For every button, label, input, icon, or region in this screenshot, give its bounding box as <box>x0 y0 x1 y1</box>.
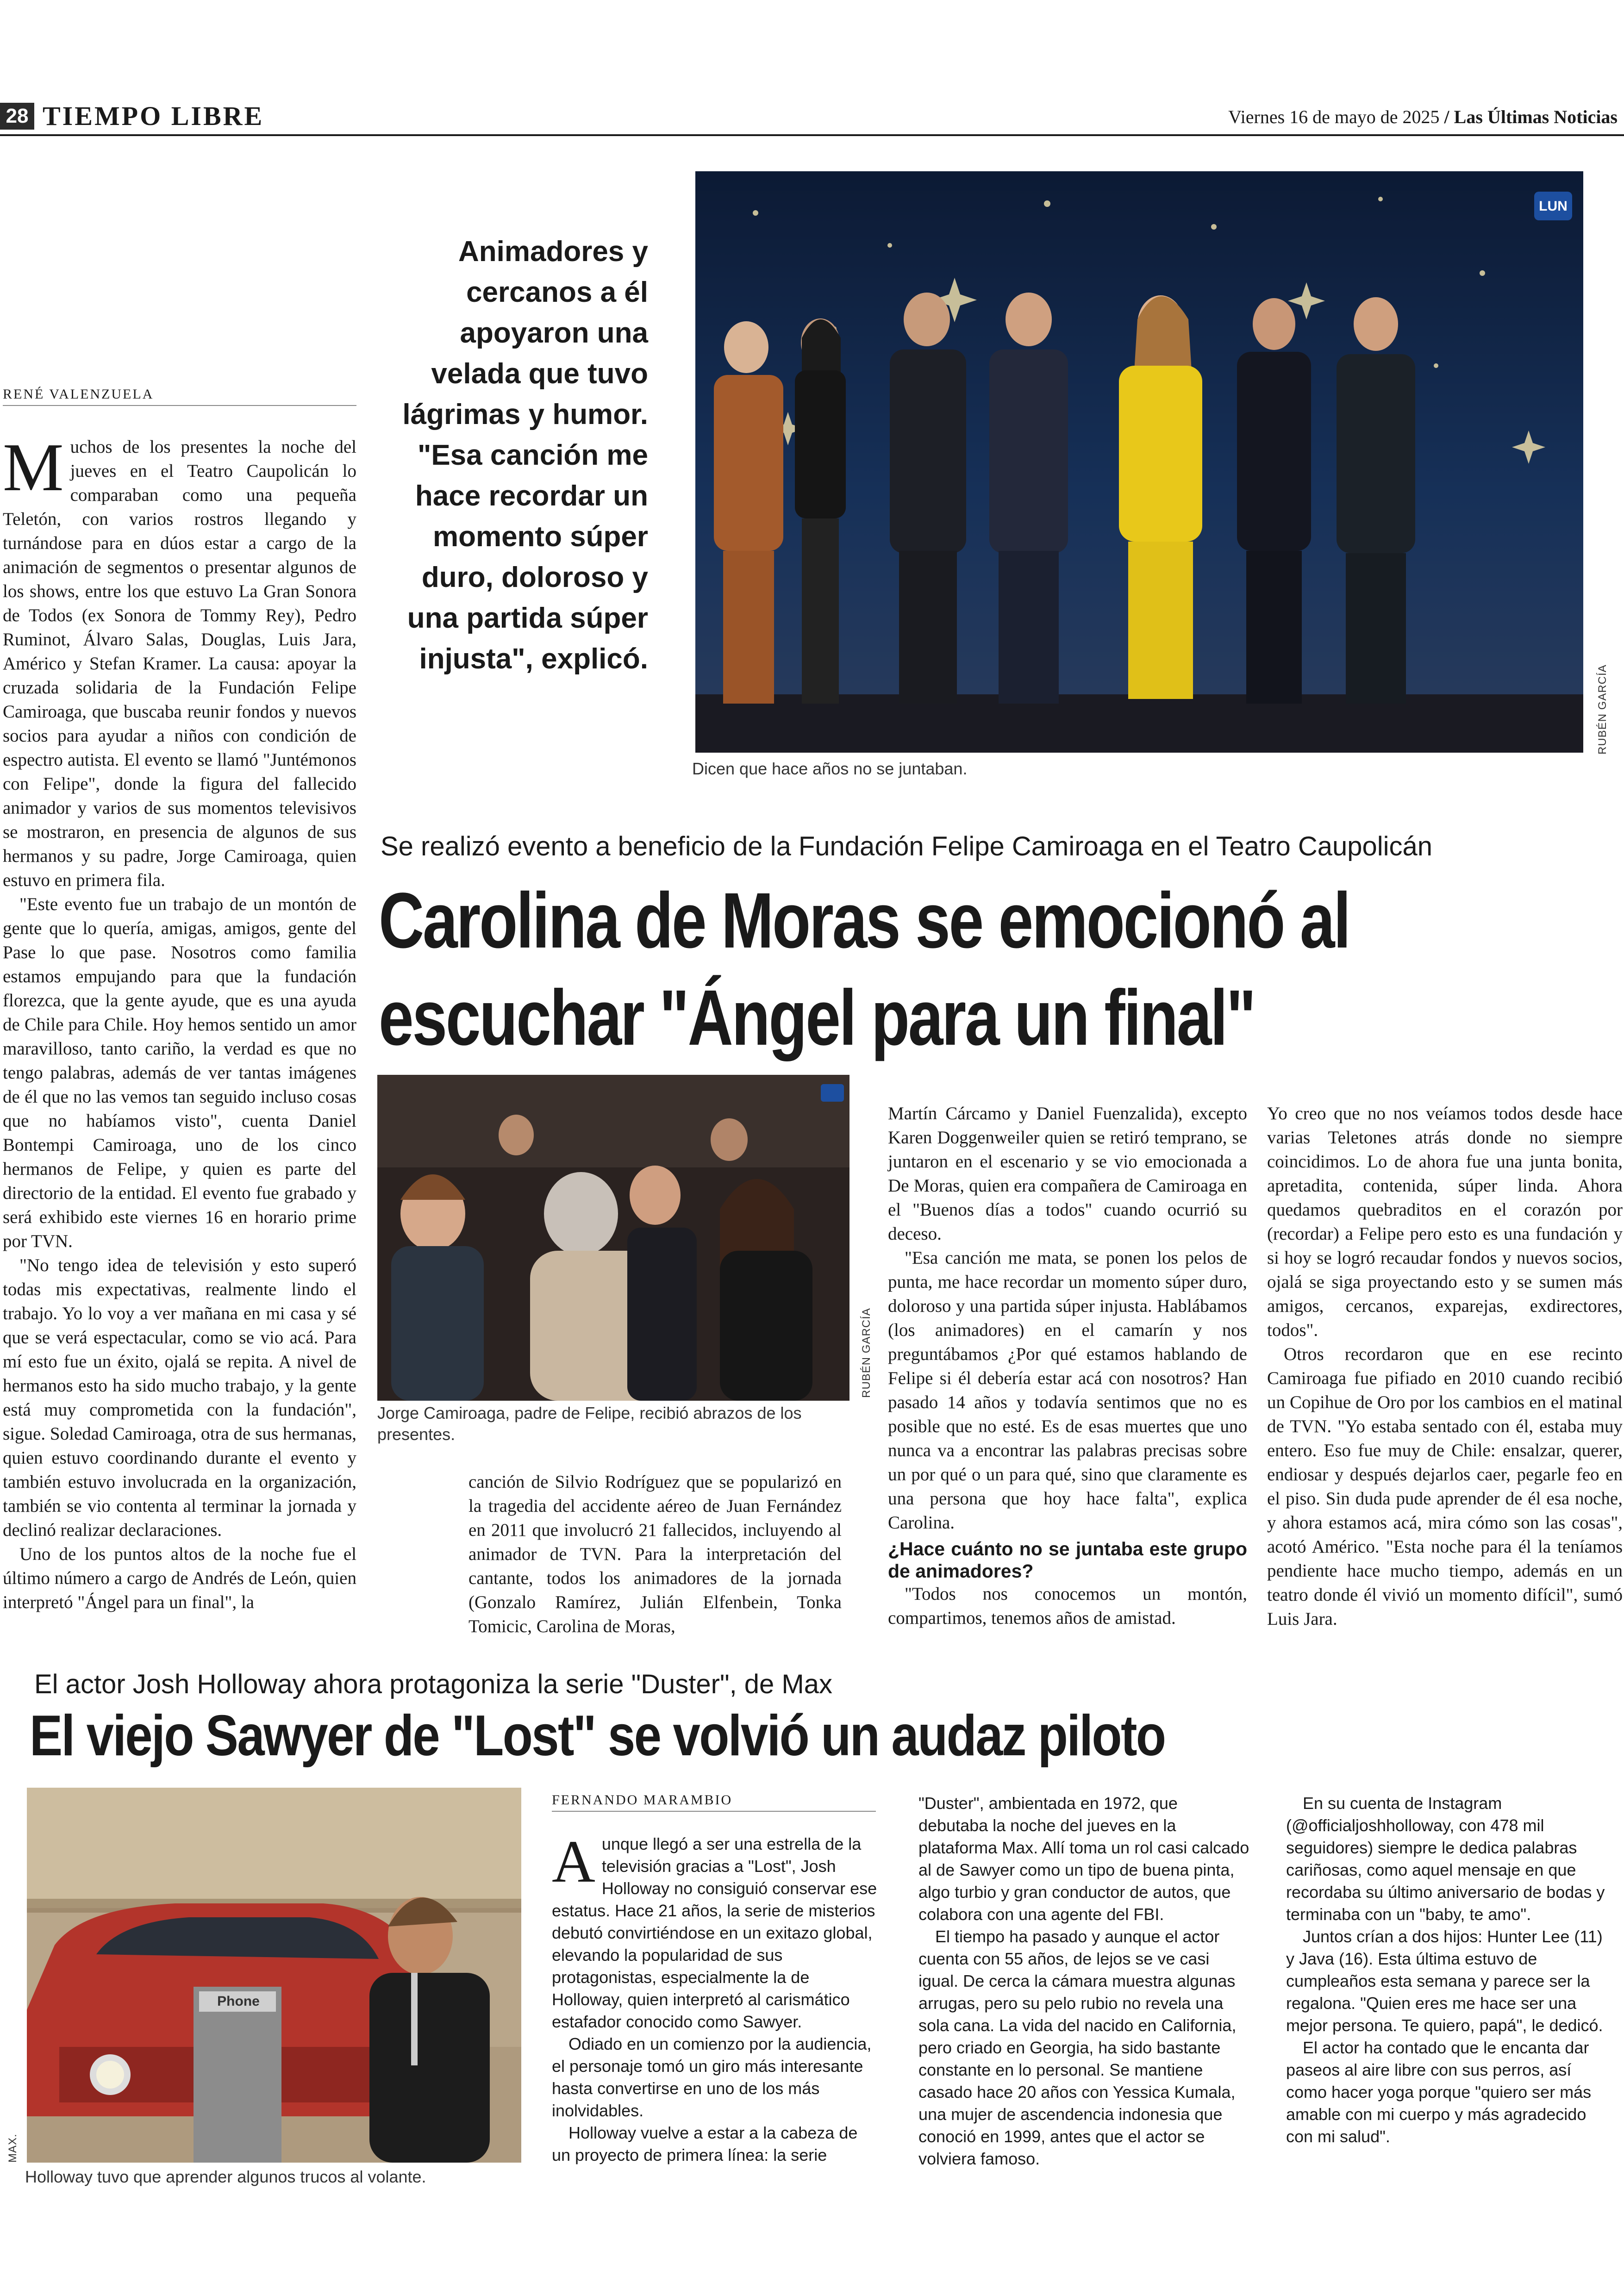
paragraph: Otros recordaron que en ese recinto Camiroaga fue pifiado en 2010 cuando recibió un Copihue de Oro por los cambios en el matinal de TVN. "Yo estaba sentado con él, estaba muy entero. Eso fue muy de Chile: ensalzar, querer, endiosar y después dejarlos caer, pegarle feo en el piso. Sin duda pude aprender de él esa noche, y ahora estamos acá, mira cómo son las cosas", acotó Américo. "Esta noche para él la teníamos pendiente hace mucho tiempo, además en un teatro donde él vivió un momento difícil", sumó Luis Jara. <box>1267 1344 1623 1629</box>
story2-headline: El viejo Sawyer de "Lost" se volvió un audaz piloto <box>30 1704 1165 1768</box>
crowd-photo-illustration <box>377 1075 849 1401</box>
story1-col4 <box>888 1102 1247 1630</box>
paragraph: "No tengo idea de televisión y esto superó todas mis expectativas, realmente lindo el trabajo. Yo lo voy a ver mañana en mi casa y sé que se verá espectacular, como se vio acá. Para mí esto fue un éxito, ojalá se repita. A nivel de hermanos esto ha sido mucho trabajo, y la gente está muy comprometida con la fundación", sigue. Soledad Camiroaga, otra de sus hermanas, quien estuvo coordinando durante el evento y también estuvo involucrada en la organización, también se vio contenta al terminar la jornada y declinó realizar declaraciones. <box>3 1255 356 1540</box>
story2-col3 <box>1286 1792 1615 2148</box>
paragraph: "Duster", ambientada en 1972, que debutaba la noche del jueves en la plataforma Max. Allí toma un rol casi calcado al de Sawyer como un tipo de buena pinta, algo turbio y gran conductor de autos, que colabora con una agente del FBI. <box>918 1794 1249 1924</box>
story1-col1 <box>3 430 356 1615</box>
paragraph: Martín Cárcamo y Daniel Fuenzalida), excepto Karen Doggenweiler quien se retiró temprano, se juntaron en el escenario y se vio emocionada a De Moras, quien era compañera de Camiroaga en el "Buenos días a todos" cuando ocurrió su deceso. <box>888 1104 1247 1244</box>
paragraph: Holloway vuelve a estar a la cabeza de un proyecto de primera línea: la serie <box>552 2123 858 2164</box>
paragraph: Juntos crían a dos hijos: Hunter Lee (11) y Java (16). Esta última estuvo de cumpleaños esta semana y parece ser la regalona. "Quien eres me hace ser una mejor persona. Te quiero, papá", le dedicó. <box>1286 1927 1603 2035</box>
story2-kicker: El actor Josh Holloway ahora protagoniza la serie "Duster", de Max <box>34 1669 832 1699</box>
dropcap: M <box>3 430 64 505</box>
paragraph: "Todos nos conocemos un montón, compartimos, tenemos años de amistad. <box>888 1584 1247 1628</box>
publication-name: Las Últimas Noticias <box>1454 106 1618 127</box>
section-title: TIEMPO LIBRE <box>43 101 264 131</box>
paragraph: El actor ha contado que le encanta dar paseos al aire libre con sus perros, así como hacer yoga porque "quiero ser más amable con mi cuerpo y más agradecido con mi salud". <box>1286 2038 1592 2146</box>
lun-logo: LUN <box>1534 197 1572 216</box>
story2-col2 <box>918 1792 1252 2170</box>
issue-date: Viernes 16 de mayo de 2025 <box>1228 106 1440 127</box>
paragraph: "Esa canción me mata, se ponen los pelos de punta, me hace recordar un momento súper duro, doloroso y una partida súper injusta. Hablábamos (los animadores) en el camarín y nos preguntábamos ¿Por qué estamos hablando de Felipe si él debería estar acá con nosotros? Han pasado 14 años y todavía sentimos que no es posible que no esté. Es de esas muertes que uno nunca va a encontrar las palabras precisas sobre un por qué o un para qué, sino que claramente es una persona que hoy hace falta", explica Carolina. <box>888 1248 1247 1533</box>
paragraph: Odiado en un comienzo por la audiencia, el personaje tomó un giro más interesante hasta convertirse en uno de los más inolvidables. <box>552 2034 872 2120</box>
lead-paragraph: Aunque llegó a ser una estrella de la televisión gracias a "Lost", Josh Holloway no consiguió conservar ese estatus. Hace 21 años, la serie de misterios debutó convirtiéndose en un exitazo global, elevando la popularidad de sus protagonistas, especialmente la de Holloway, quien interpretó al carismático estafador conocido como Sawyer. <box>552 1828 877 2031</box>
story1-kicker: Se realizó evento a beneficio de la Fundación Felipe Camiroaga en el Teatro Caupolicán <box>381 831 1433 861</box>
page-header <box>0 103 1624 131</box>
story2-col1 <box>552 1828 880 2166</box>
page-number: 28 <box>0 103 34 130</box>
story1-col5 <box>1267 1102 1623 1631</box>
paragraph: En su cuenta de Instagram (@officialjoshholloway, con 478 mil seguidores) siempre le dedica palabras cariñosas, como aquel mensaje en que recordaba su último aniversario de bodas y terminaba con un "baby, te amo". <box>1286 1794 1605 1924</box>
subheading: ¿Hace cuánto no se juntaba este grupo de animadores? <box>888 1538 1247 1582</box>
dateline <box>1228 106 1618 128</box>
stage-photo-illustration <box>695 171 1583 753</box>
lead-paragraph: Muchos de los presentes la noche del jueves en el Teatro Caupolicán lo comparaban como una pequeña Teletón, con varios rostros llegando y turnándose para en dúos estar a cargo de la animación de segmentos o presentar algunos de los shows, entre los que estuvo La Gran Sonora de Todos (ex Sonora de Tommy Rey), Pedro Ruminot, Álvaro Salas, Douglas, Luis Jara, Américo y Stefan Kramer. La causa: apoyar la cruzada solidaria de la Fundación Felipe Camiroaga, que buscaba reunir fondos y nuevos socios para ayudar a niños con condición de espectro autista. El evento se llamó "Juntémonos con Felipe", donde la figura del fallecido animador y varios de sus momentos televisivos se mostraron, en presencia de algunos de sus hermanos y su padre, Jorge Camiroaga, quien estuvo en primera fila. <box>3 430 356 890</box>
story1-col3 <box>468 1470 842 1639</box>
dateline-separator: / <box>1444 106 1449 127</box>
photo-caption: Jorge Camiroaga, padre de Felipe, recibió abrazos de los presentes. <box>377 1403 802 1444</box>
byline: RENÉ VALENZUELA <box>3 387 356 406</box>
paragraph: canción de Silvio Rodríguez que se popularizó en la tragedia del accidente aéreo de Juan Fernández en 2011 que involucró 21 fallecidos, incluyendo al animador de TVN. Para la interpretación del cantante, todos los animadores de la jornada (Gonzalo Ramírez, Julián Elfenbein, Tonka Tomicic, Carolina de Moras, <box>468 1472 842 1636</box>
second-photo <box>377 1075 849 1401</box>
pull-quote: Animadores y cercanos a él apoyaron una velada que tuvo lágrimas y humor. "Esa canción me hace recordar un momento súper duro, doloroso y una partida súper injusta", explicó. <box>402 236 648 675</box>
paragraph: Yo creo que no nos veíamos todos desde hace varias Teletones atrás donde no siempre coincidimos. Lo de ahora fue una junta bonita, apretadita, contenida, súper linda. Ahora quedamos quebraditos en el corazón por (recordar) a Felipe pero esto es una fundación y si hoy se logró recaudar fondos y nuevos socios, ojalá se siga proyectando esto y se sumen más amigos, cercanos, exparejas, exdirectores, todos". <box>1267 1104 1623 1340</box>
paragraph: "Este evento fue un trabajo de un montón de gente que lo quería, amigas, amigos, gente del Pase lo que pase. Nosotros como familia estamos empujando para que la fundación florezca, que la gente ayude, que es una ayuda de Chile para Chile. Hoy hemos sentido un amor maravilloso, tanto cariño, la verdad es que no tengo palabras, además de ver tantas imágenes de él que no las vemos tan seguido incluso cosas que no habíamos visto", cuenta Daniel Bontempi Camiroaga, uno de los cinco hermanos de Felipe, y quien es parte del directorio de la entidad. El evento fue grabado y será exhibido este viernes 16 en horario prime por TVN. <box>3 894 356 1251</box>
photo-caption: Holloway tuvo que aprender algunos trucos al volante. <box>25 2167 426 2186</box>
photo-credit: RUBÉN GARCÍA <box>1596 664 1609 755</box>
header-rule <box>0 134 1624 136</box>
byline: FERNANDO MARAMBIO <box>552 1792 876 1812</box>
photo-credit: RUBÉN GARCÍA <box>860 1308 873 1398</box>
car-photo-illustration <box>27 1788 521 2163</box>
photo-credit: MAX. <box>6 2133 19 2163</box>
main-photo <box>695 171 1583 753</box>
headline-line-2: escuchar "Ángel para un final" <box>379 974 1255 1062</box>
paragraph: Uno de los puntos altos de la noche fue el último número a cargo de Andrés de León, quien interpretó "Ángel para un final", la <box>3 1544 356 1612</box>
phone-sign: Phone <box>217 1994 260 2009</box>
story2-photo <box>27 1788 521 2163</box>
headline-line-1: Carolina de Moras se emocionó al <box>379 877 1349 965</box>
paragraph: El tiempo ha pasado y aunque el actor cuenta con 55 años, de lejos se ve casi igual. De cerca la cámara muestra algunas arrugas, pero su pelo rubio no revela una sola cana. La vida del nacido en California, pero criado en Georgia, ha sido bastante constante en lo personal. Se mantiene casado hace 20 años con Yessica Kumala, una mujer de ascendencia indonesia que conoció en 1999, antes que el actor se volviera famoso. <box>918 1927 1237 2168</box>
dropcap: A <box>552 1828 595 1895</box>
photo-caption: Dicen que hace años no se juntaban. <box>692 759 968 778</box>
